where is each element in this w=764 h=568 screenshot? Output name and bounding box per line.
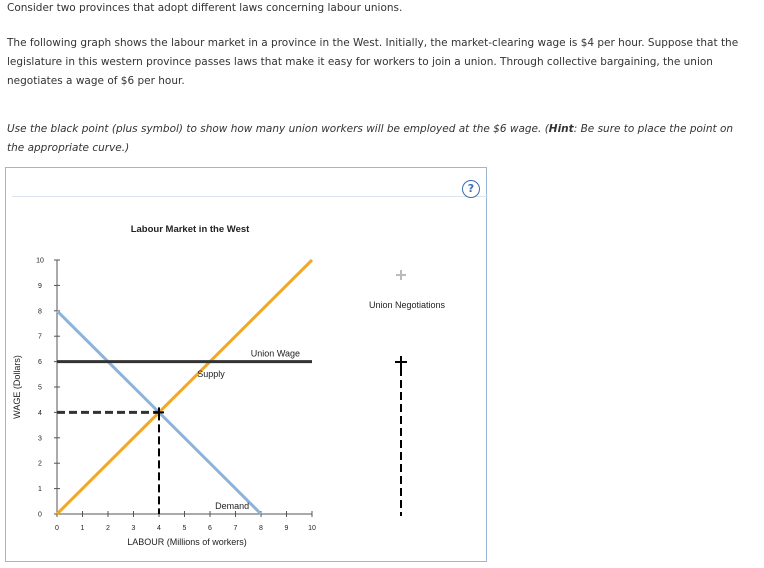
x-tick-label: 10 xyxy=(308,525,316,532)
x-tick-label: 4 xyxy=(157,525,161,532)
palette-title: Union Negotiations xyxy=(368,300,446,310)
y-tick-label: 1 xyxy=(38,486,42,494)
x-tick-label: 8 xyxy=(259,525,263,532)
intro-text-2: The following graph shows the labour market in a province in the West. Initially, the market-clearing wage is $4 per hour. Suppose that the legislature in this western province passes laws that make it easy for workers to join a union. Through collective bargaining, the union negotiates a wage of $6 per hour. xyxy=(7,37,739,87)
y-tick-label: 9 xyxy=(38,282,42,290)
x-tick-label: 5 xyxy=(182,525,187,532)
instruction-suffix: : Be sure to place the point on the appropriate curve.) xyxy=(7,123,734,154)
x-tick-label: 2 xyxy=(106,525,110,532)
instruction-prefix: Use the black point (plus symbol) to show how many union workers will be employed at the $6 wage. ( xyxy=(7,123,549,135)
y-tick-label: 4 xyxy=(38,409,42,417)
y-tick-label: 3 xyxy=(38,435,42,443)
y-axis-label: WAGE (Dollars) xyxy=(12,355,22,419)
hint-label: Hint xyxy=(548,123,574,135)
x-tick-label: 3 xyxy=(131,525,136,532)
x-tick-label: 9 xyxy=(284,525,289,532)
help-button[interactable]: ? xyxy=(462,180,480,198)
x-axis-label: LABOUR (Millions of workers) xyxy=(127,537,247,547)
demand-label: Demand xyxy=(215,500,250,511)
y-tick-label: 7 xyxy=(38,333,42,341)
y-tick-label: 5 xyxy=(38,384,42,392)
x-tick-label: 6 xyxy=(208,525,212,532)
intro-text-1: Consider two provinces that adopt different laws concerning labour unions. xyxy=(7,2,403,14)
graph-panel xyxy=(5,167,487,562)
x-tick-label: 1 xyxy=(80,525,85,532)
union-wage-label: Union Wage xyxy=(250,348,301,359)
y-tick-label: 0 xyxy=(38,511,42,519)
y-tick-label: 6 xyxy=(38,359,42,367)
x-tick-label: 7 xyxy=(233,525,238,532)
chart-title: Labour Market in the West xyxy=(130,224,250,235)
panel-toolbar xyxy=(12,176,488,197)
y-tick-label: 10 xyxy=(36,257,44,265)
y-tick-label: 2 xyxy=(38,460,42,468)
y-tick-label: 8 xyxy=(38,308,42,316)
supply-label: Supply xyxy=(197,368,225,379)
x-tick-label: 0 xyxy=(55,525,59,532)
instruction-text xyxy=(7,120,752,158)
